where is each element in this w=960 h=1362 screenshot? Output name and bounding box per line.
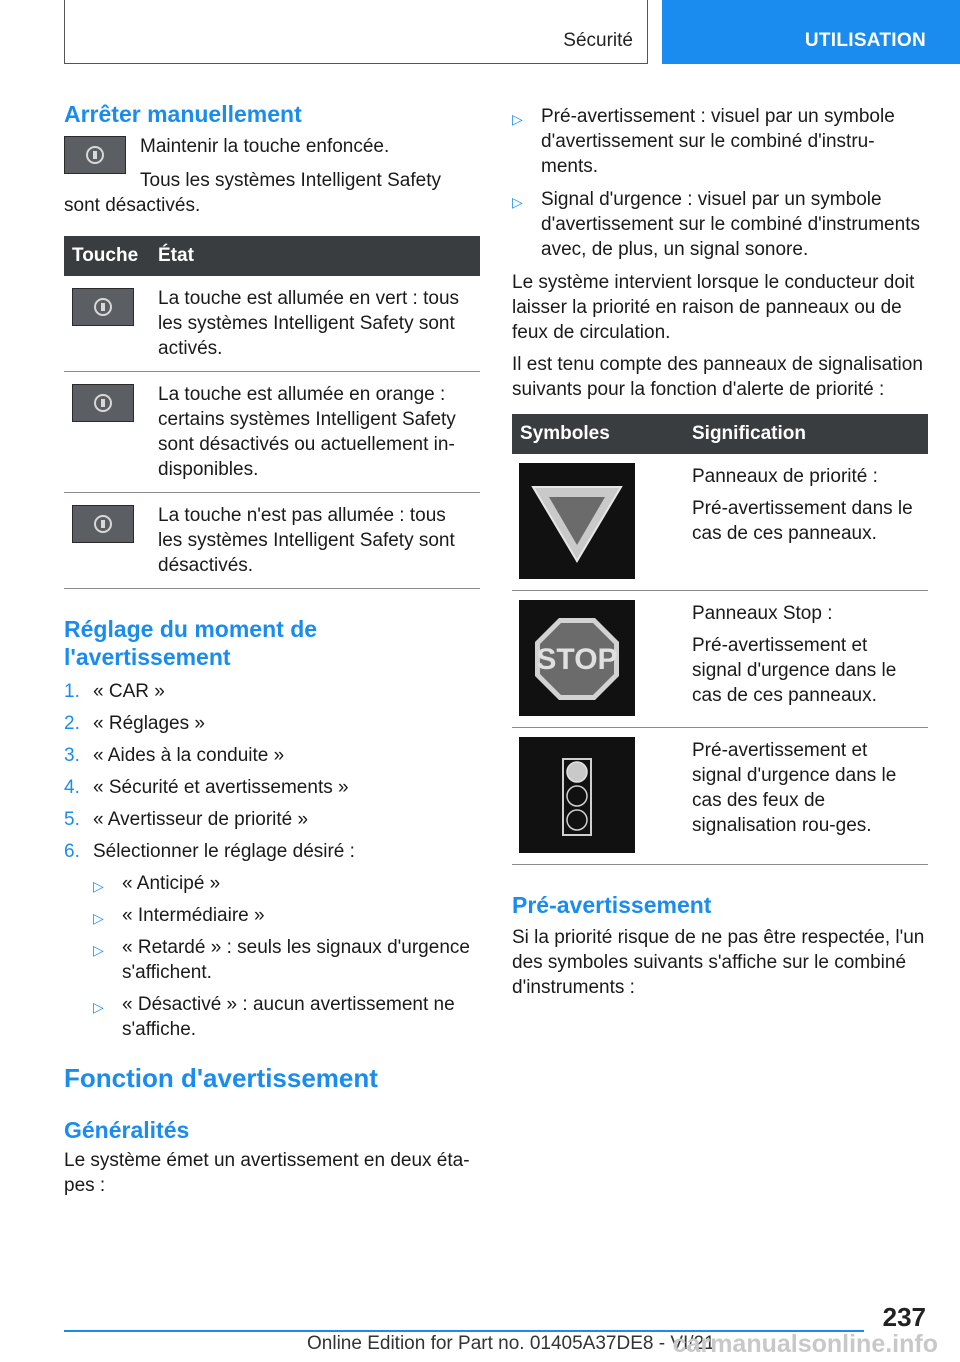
list-item: ▷ Signal d'urgence : visuel par un symbole d'avertissement sur le combiné d'instruments avec, de plus, un signal sonore. [512, 189, 920, 260]
header-section-box [64, 0, 648, 64]
stop-instruction [64, 134, 480, 174]
priority-sign-text: Pré-avertissement dans le cas de ces panneaux. [692, 498, 913, 544]
watermark: carmanualsonline.info [672, 1330, 938, 1358]
list-item: ▷ « Anticipé » [93, 871, 480, 896]
table1-header-button: Touche [64, 236, 150, 276]
safety-button-icon [64, 136, 126, 174]
traffic-light-icon [519, 737, 635, 853]
yield-sign-symbol [519, 463, 635, 579]
button-state-table [64, 236, 480, 589]
stop-sign-label: Panneaux Stop : [692, 603, 833, 624]
symbols-table [512, 414, 928, 865]
list-item: ▷ « Retardé » : seuls les signaux d'urgence s'affichent. [93, 937, 470, 983]
settings-steps-list [64, 679, 480, 1042]
heading-warning-function: Fonction d'avertissement [64, 1063, 378, 1093]
table-row [512, 591, 928, 728]
general-text: Le système émet un avertissement en deux éta-pes : [64, 1150, 470, 1196]
stop-sign-meaning: Pré-avertissement et signal d'urgence dans le cas de ces panneaux. [692, 635, 897, 706]
list-item: ▷ Pré-avertissement : visuel par un symbole d'avertissement sur le combiné d'instru-ments. [512, 106, 895, 177]
triangle-bullet-icon: ▷ [93, 999, 104, 1015]
list-item: 6. Sélectionner le réglage désiré : ▷ « Anticipé » ▷ « Intermédiaire » ▷ « Retardé » : seuls les signaux d'urgence s'affichent. ▷ « Désactivé » : aucun avertissement ne s'affiche. [64, 839, 480, 1042]
triangle-bullet-icon: ▷ [93, 942, 104, 958]
triangle-bullet-icon: ▷ [93, 910, 104, 926]
table1-state-text: La touche est allumée en orange : certains systèmes Intelligent Safety sont désactivés ou actuellement in-disponibles. [150, 372, 480, 493]
left-column [64, 100, 480, 1198]
table1-state-text: La touche est allumée en vert : tous les systèmes Intelligent Safety sont activés. [150, 276, 480, 372]
table-row [64, 372, 480, 493]
heading-general: Généralités [64, 1117, 190, 1143]
header-chapter-title: UTILISATION [804, 30, 926, 51]
list-item: 1. « CAR » [64, 681, 165, 702]
safety-button-icon [72, 288, 134, 326]
triangle-bullet-icon: ▷ [93, 878, 104, 894]
stop-text-2: Tous les systèmes Intelligent Safety sont désactivés. [64, 170, 441, 216]
list-item: 3. « Aides à la conduite » [64, 745, 285, 766]
list-item: 2. « Réglages » [64, 713, 205, 734]
traffic-light-symbol [519, 737, 635, 853]
header-section-title: Sécurité [563, 30, 633, 51]
timing-options-list [93, 871, 480, 1042]
right-column [512, 104, 928, 1000]
list-item: ▷ « Désactivé » : aucun avertissement ne s'affiche. [93, 994, 455, 1040]
header-chapter-box [662, 0, 960, 64]
yield-sign-icon [519, 463, 635, 579]
heading-stop-manually: Arrêter manuellement [64, 101, 302, 127]
stop-sign-icon [519, 600, 635, 716]
table2-header-symbols: Symboles [512, 414, 684, 454]
table-row [512, 454, 928, 591]
triangle-bullet-icon: ▷ [512, 194, 523, 210]
footer-edition: Online Edition for Part no. 01405A37DE8 - VI/21 [307, 1333, 715, 1354]
stop-sign-text: STOP [536, 643, 618, 676]
table2-header-meaning: Signification [684, 414, 928, 454]
table-row [512, 728, 928, 865]
safety-button-icon [72, 505, 134, 543]
table-row [64, 276, 480, 372]
table1-header-state: État [150, 236, 480, 276]
safety-button-icon [72, 384, 134, 422]
page-number: 237 [882, 1302, 926, 1332]
stop-sign-symbol [519, 600, 635, 716]
heading-warning-setting: Réglage du moment de l'avertissement [64, 616, 318, 670]
list-item: ▷ « Intermédiaire » [93, 903, 480, 928]
list-item: 5. « Avertisseur de priorité » [64, 809, 309, 830]
heading-pre-warning: Pré-avertissement [512, 892, 712, 918]
warning-stages-list [512, 104, 928, 262]
stop-text-1: Maintenir la touche enfoncée. [140, 136, 390, 157]
table-row [64, 493, 480, 589]
list-item: 4. « Sécurité et avertissements » [64, 777, 349, 798]
signs-considered-text: Il est tenu compte des panneaux de signalisation suivants pour la fonction d'alerte de priorité : [512, 354, 923, 400]
priority-sign-label: Panneaux de priorité : [692, 466, 878, 487]
pre-warning-text: Si la priorité risque de ne pas être respectée, l'un des symboles suivants s'affiche sur le combiné d'instruments : [512, 927, 925, 998]
table1-state-text: La touche n'est pas allumée : tous les systèmes Intelligent Safety sont désactivés. [150, 493, 480, 589]
triangle-bullet-icon: ▷ [512, 111, 523, 127]
traffic-light-text: Pré-avertissement et signal d'urgence dans le cas des feux de signalisation rou-ges. [692, 740, 897, 836]
system-intervention-text: Le système intervient lorsque le conducteur doit laisser la priorité en raison de panneaux ou de feux de circulation. [512, 272, 915, 343]
